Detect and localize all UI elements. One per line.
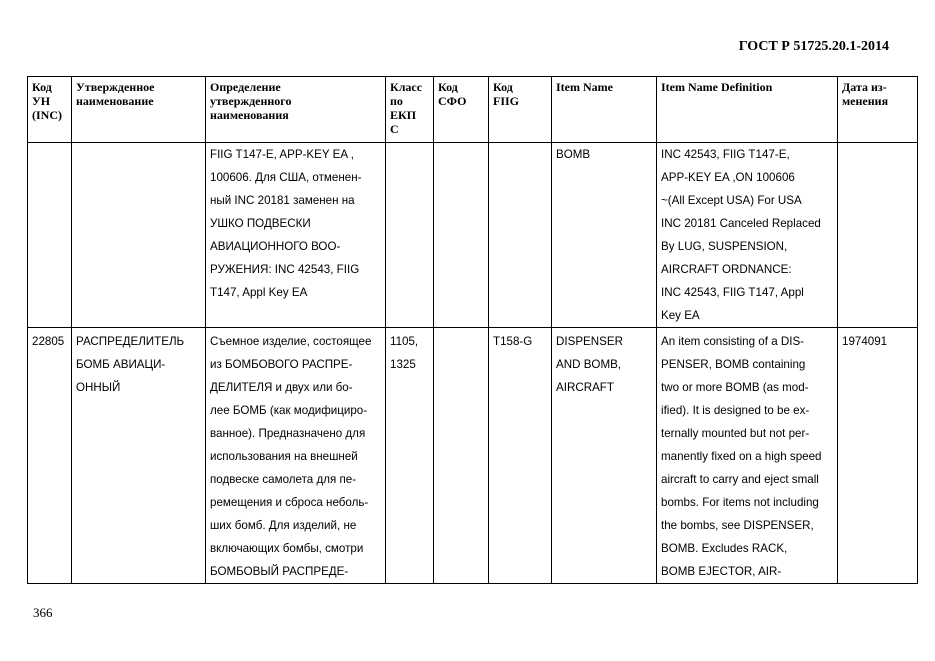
item-definition-line: BOMB. Excludes RACK, (661, 542, 788, 555)
item-definition-line: APP-KEY EA ,ON 100606 (661, 171, 795, 184)
cell-item-definition (657, 328, 838, 584)
cell-fiig (489, 143, 552, 328)
col-approved-name-line: наименование (76, 94, 154, 108)
approved-name-line: РАСПРЕДЕЛИТЕЛЬ (76, 335, 185, 348)
item-definition-line: two or more BOMB (as mod- (661, 381, 809, 394)
col-item-name (552, 77, 657, 143)
table-row (28, 328, 918, 584)
table-row (28, 143, 918, 328)
definition-line: подвеске самолета для пе- (210, 473, 357, 486)
definition-line: ванное). Предназначено для (210, 427, 366, 440)
item-definition-line: aircraft to carry and eject small (661, 473, 819, 486)
class-line: 1325 (390, 358, 416, 371)
cell-class (386, 143, 434, 328)
item-name-line: BOMB (556, 148, 591, 161)
definition-line: FIIG T147-E, APP-KEY EA , (210, 148, 354, 161)
approved-name-line: ОННЫЙ (76, 381, 121, 394)
item-definition-line: INC 42543, FIIG T147, Appl (661, 286, 804, 299)
item-name-line: AIRCRAFT (556, 381, 614, 394)
item-definition-line: INC 20181 Canceled Replaced (661, 217, 821, 230)
definition-line: РУЖЕНИЯ: INC 42543, FIIG (210, 263, 360, 276)
col-definition (206, 77, 386, 143)
definition-line: УШКО ПОДВЕСКИ (210, 217, 311, 230)
page-number: 366 (33, 605, 53, 620)
change-date: 1974091 (842, 335, 888, 348)
cell-fiig (489, 328, 552, 584)
col-class-line: по (390, 94, 403, 108)
cell-sfo (434, 328, 489, 584)
definition-line: 100606. Для США, отменен- (210, 171, 362, 184)
definition-line: T147, Appl Key EA (210, 286, 308, 299)
cell-class (386, 328, 434, 584)
col-item-definition-line: Item Name Definition (661, 80, 773, 94)
item-definition-line: manently fixed on a high speed (661, 450, 822, 463)
cell-change-date (838, 328, 918, 584)
col-sfo-line: Код (438, 80, 458, 94)
cell-change-date (838, 143, 918, 328)
definition-line: БОМБОВЫЙ РАСПРЕДЕ- (210, 565, 349, 578)
item-name-line: AND BOMB, (556, 358, 622, 371)
cell-item-name (552, 143, 657, 328)
item-definition-line: the bombs, see DISPENSER, (661, 519, 814, 532)
cell-item-name (552, 328, 657, 584)
cell-inc (28, 143, 72, 328)
definition-line: использования на внешней (210, 450, 358, 463)
col-change-date-line: Дата из- (842, 80, 887, 94)
item-definition-line: AIRCRAFT ORDNANCE: (661, 263, 792, 276)
definition-line: ный INC 20181 заменен на (210, 194, 355, 207)
inc-code: 22805 (32, 335, 65, 348)
col-sfo (434, 77, 489, 143)
item-definition-line: An item consisting of a DIS- (661, 335, 805, 348)
class-line: 1105, (390, 335, 419, 348)
fiig-code: T158-G (493, 335, 533, 348)
col-fiig-line: FIIG (493, 94, 520, 108)
col-change-date (838, 77, 918, 143)
col-change-date-line: менения (842, 94, 889, 108)
item-definition-line: INC 42543, FIIG T147-E, (661, 148, 790, 161)
col-sfo-line: СФО (438, 94, 467, 108)
definition-line: ДЕЛИТЕЛЯ и двух или бо- (210, 381, 353, 394)
header-row (28, 77, 918, 143)
cell-item-definition (657, 143, 838, 328)
col-class (386, 77, 434, 143)
standard-number: ГОСТ Р 51725.20.1-2014 (738, 39, 889, 54)
cell-approved-name (72, 143, 206, 328)
definition-line: АВИАЦИОННОГО ВОО- (210, 240, 341, 253)
definition-line: лее БОМБ (как модифициро- (210, 404, 368, 417)
col-definition-line: утвержденного (210, 94, 292, 108)
col-class-line: Класс (390, 80, 423, 94)
col-fiig-line: Код (493, 80, 513, 94)
item-definition-line: Key EA (661, 309, 700, 322)
item-definition-line: By LUG, SUSPENSION, (661, 240, 788, 253)
col-approved-name (72, 77, 206, 143)
cell-approved-name (72, 328, 206, 584)
cell-sfo (434, 143, 489, 328)
item-name-line: DISPENSER (556, 335, 624, 348)
item-definition-line: BOMB EJECTOR, AIR- (661, 565, 782, 578)
definition-line: ремещения и сброса неболь- (210, 496, 369, 509)
cell-definition (206, 328, 386, 584)
item-definition-line: ternally mounted but not per- (661, 427, 810, 440)
col-inc-line: УН (32, 94, 51, 108)
item-definition-line: bombs. For items not including (661, 496, 819, 509)
item-definition-line: PENSER, BOMB containing (661, 358, 806, 371)
col-inc-line: (INC) (32, 108, 62, 122)
cell-definition (206, 143, 386, 328)
col-item-definition (657, 77, 838, 143)
col-inc-line: Код (32, 80, 52, 94)
col-class-line: ЕКП (390, 108, 417, 122)
definition-line: Съемное изделие, состоящее (210, 335, 372, 348)
col-definition-line: Определение (210, 80, 281, 94)
col-approved-name-line: Утвержденное (76, 80, 155, 94)
col-item-name-line: Item Name (556, 80, 613, 94)
definition-line: ших бомб. Для изделий, не (210, 519, 357, 532)
classification-table (27, 76, 918, 584)
col-definition-line: наименования (210, 108, 289, 122)
col-fiig (489, 77, 552, 143)
approved-name-line: БОМБ АВИАЦИ- (76, 358, 166, 371)
cell-inc (28, 328, 72, 584)
item-definition-line: ified). It is designed to be ex- (661, 404, 810, 417)
definition-line: из БОМБОВОГО РАСПРЕ- (210, 358, 353, 371)
item-definition-line: ~(All Except USA) For USA (661, 194, 802, 207)
col-class-line: С (390, 122, 399, 136)
definition-line: включающих бомбы, смотри (210, 542, 364, 555)
col-inc (28, 77, 72, 143)
